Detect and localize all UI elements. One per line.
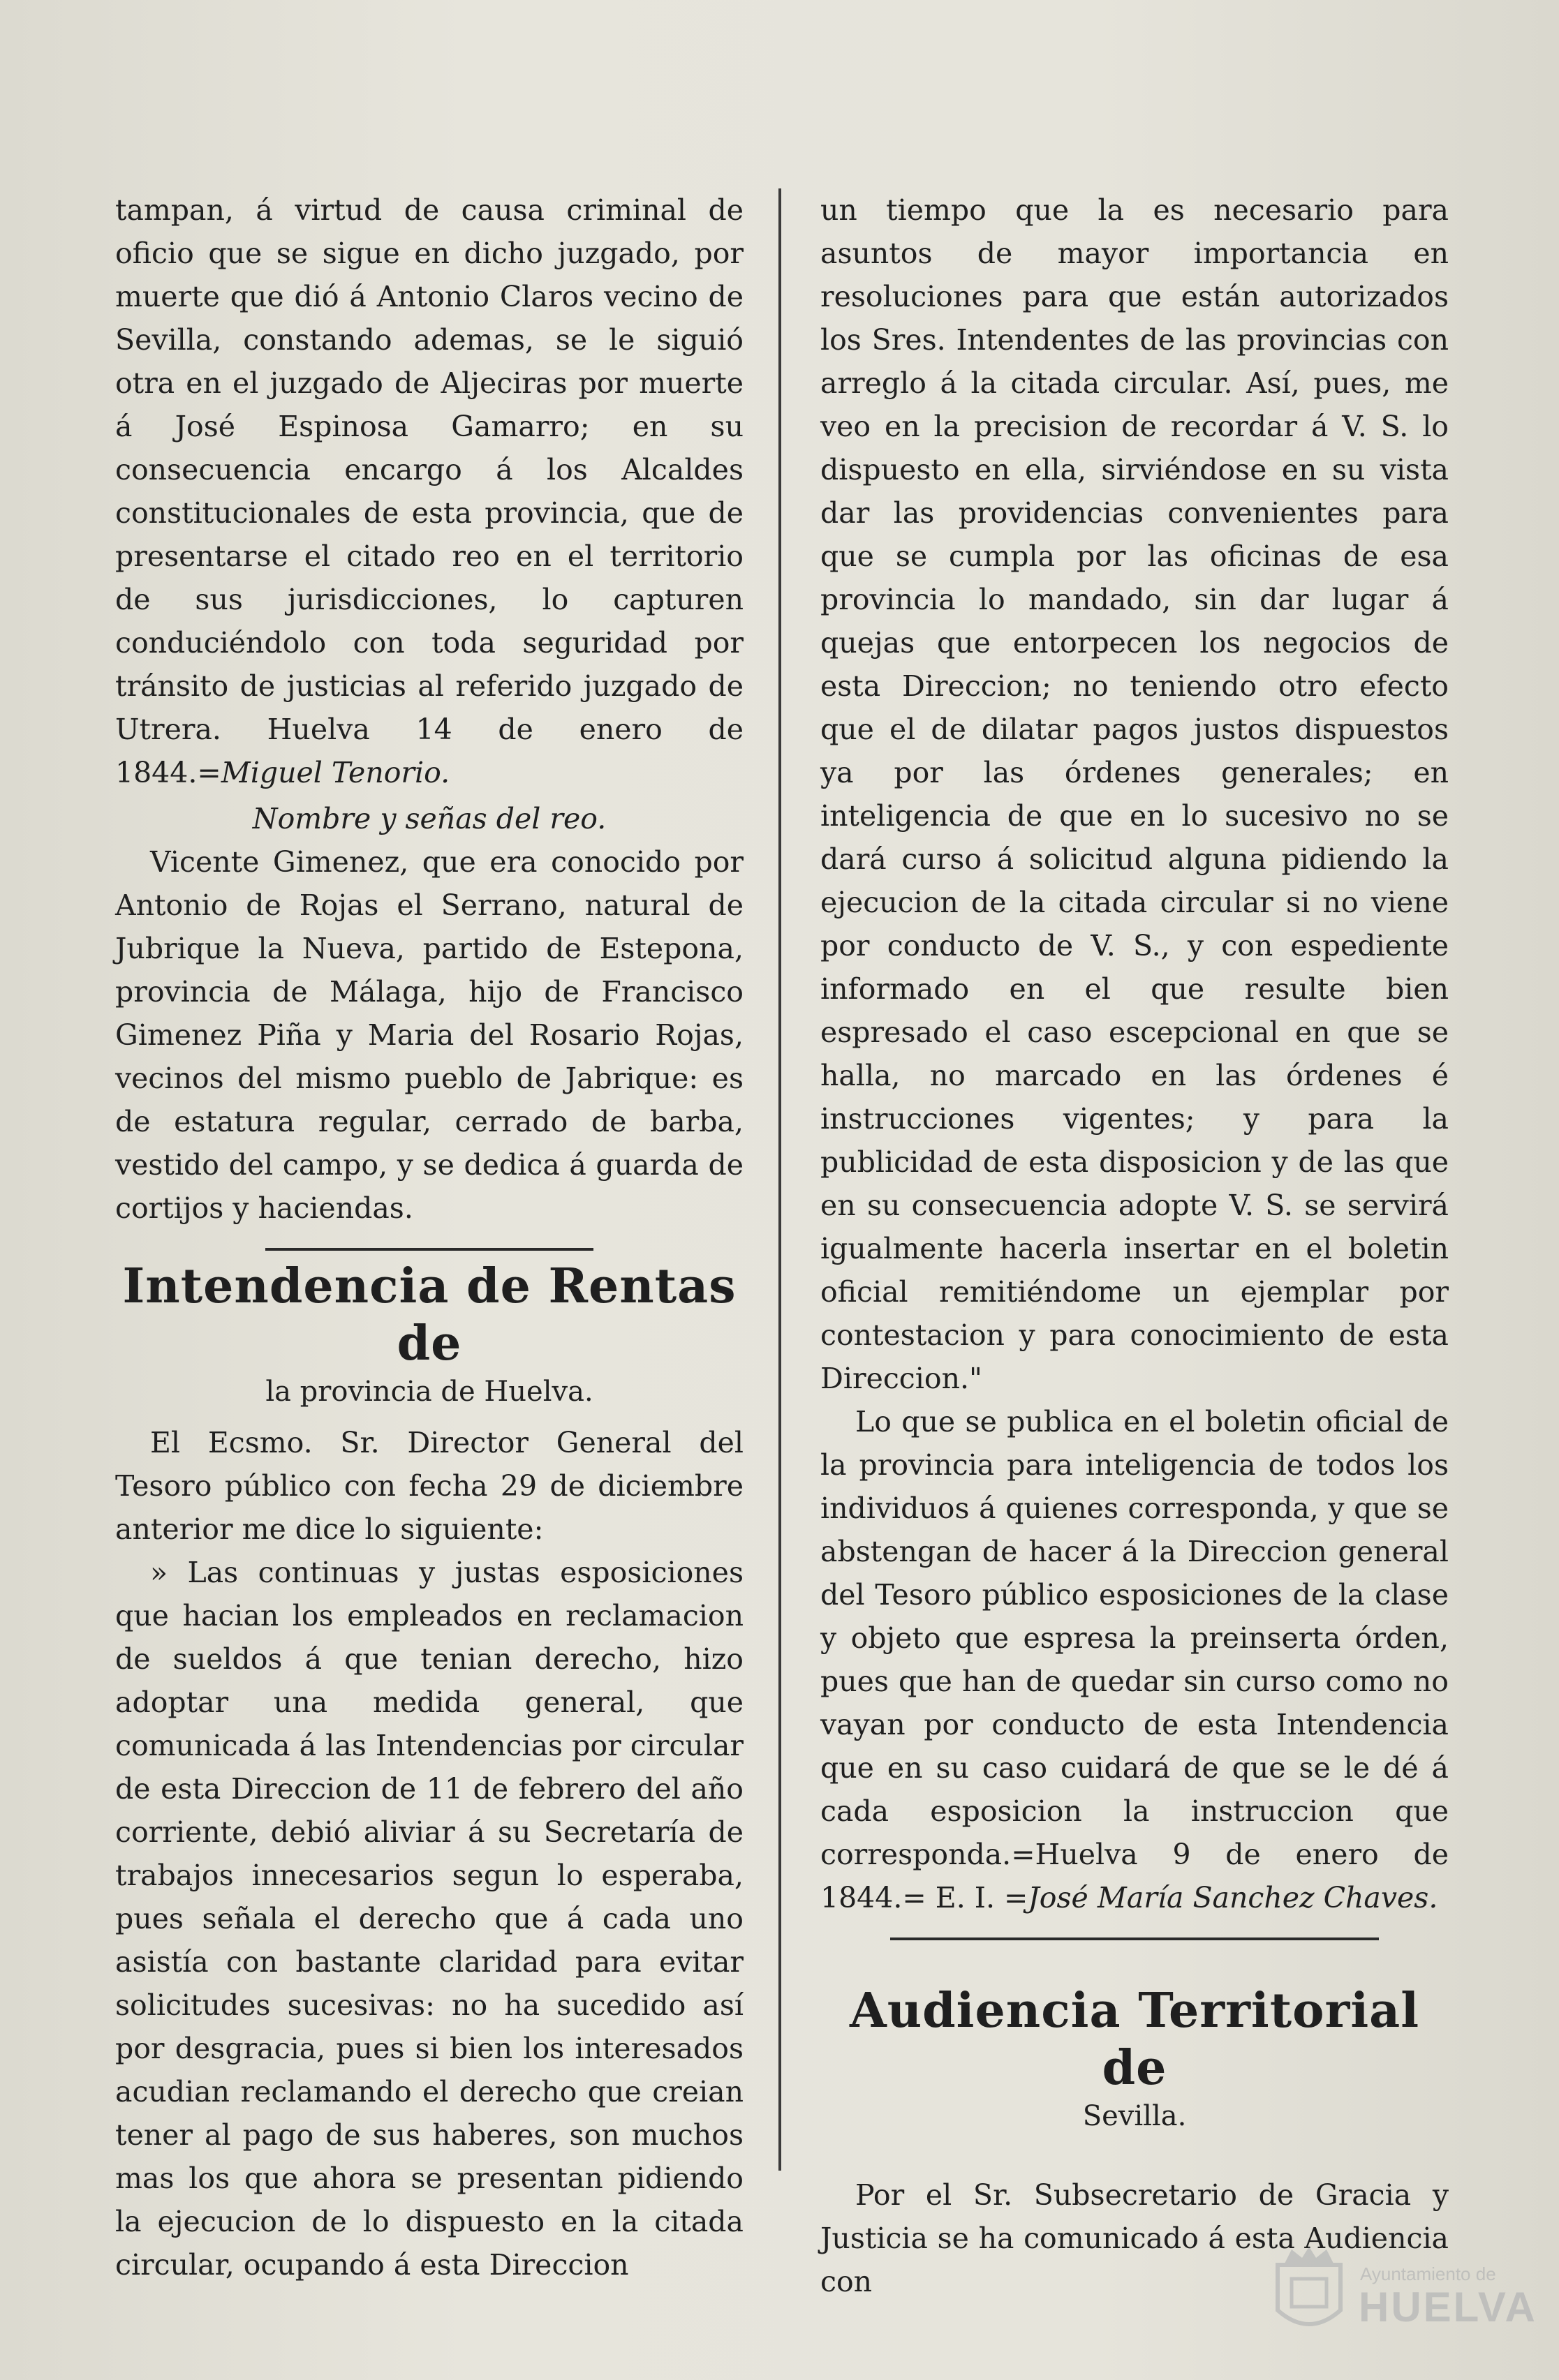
coat-of-arms-icon <box>1271 2244 1347 2342</box>
section-divider <box>265 1248 593 1251</box>
subheading: Nombre y señas del reo. <box>252 802 607 835</box>
section-subtitle: la provincia de Huelva. <box>265 1376 593 1408</box>
column-divider <box>778 188 781 2171</box>
huelva-logo-watermark <box>1271 2244 1536 2342</box>
article-paragraph: Por el Sr. Subsecretario de Gracia y Justicia se ha comunicado á esta Audiencia con <box>820 2178 1449 2298</box>
section-title: Audiencia Territorial de <box>849 1983 1420 2096</box>
signature: José María Sanchez Chaves. <box>1028 1881 1438 1914</box>
watermark-line-1: Ayuntamiento de <box>1360 2263 1496 2284</box>
section-divider <box>890 1938 1379 1940</box>
article-paragraph: Vicente Gimenez, que era conocido por Antonio de Rojas el Serrano, natural de Jubrique la Nueva, partido de Estepona, provincia de Málaga, hijo de Francisco Gimenez Piña y Maria del Rosario Rojas, vecinos del mismo pueblo de Jabrique: es de estatura regular, cerrado de barba, vestido del campo, y se dedica á guarda de cortijos y haciendas. <box>115 845 744 1225</box>
left-column <box>115 188 744 2286</box>
article-paragraph: » Las continuas y justas esposiciones que hacian los empleados en reclamacion de sueldos á que tenian derecho, hizo adoptar una medida general, que comunicada á las Intendencias por circular de esta Direccion de 11 de febrero del año corriente, debió aliviar á su Secretaría de trabajos innecesarios segun lo esperaba, pues señala el derecho que á cada uno asistía con bastante claridad para evitar solicitudes sucesivas: no ha sucedido así por desgracia, pues si bien los interesados acudian reclamando el derecho que creian tener al pago de sus haberes, son muchos mas los que ahora se presentan pidiendo la ejecucion de lo dispuesto en la citada circular, ocupando á esta Direccion <box>115 1556 744 2282</box>
section-title: Intendencia de Rentas de <box>122 1258 737 1371</box>
watermark-line-2: HUELVA <box>1359 2284 1537 2330</box>
article-paragraph: El Ecsmo. Sr. Director General del Tesoro público con fecha 29 de diciembre anterior me dice lo siguiente: <box>115 1426 744 1546</box>
article-paragraph: Lo que se publica en el boletin oficial de la provincia para inteligencia de todos los individuos á quienes corresponda, y que se abstengan de hacer á la Direccion general del Tesoro público esposiciones de la clase y objeto que espresa la preinserta órden, pues que han de quedar sin curso como no vayan por conducto de esta Intendencia que en su caso cuidará de que se le dé á cada esposicion la instruccion que corresponda.=Huelva 9 de enero de 1844.= E. I. =José María Sanchez Chaves. <box>820 1405 1449 1914</box>
section-subtitle: Sevilla. <box>1082 2100 1187 2132</box>
right-column <box>820 188 1449 2303</box>
signature: Miguel Tenorio. <box>221 756 450 789</box>
article-paragraph: tampan, á virtud de causa criminal de oficio que se sigue en dicho juzgado, por muerte que dió á Antonio Claros vecino de Sevilla, constando ademas, se le siguió otra en el juzgado de Aljeciras por muerte á José Espinosa Gamarro; en su consecuencia encargo á los Alcaldes constitucionales de esta provincia, que de presentarse el citado reo en el territorio de sus jurisdicciones, lo capturen conduciéndolo con toda seguridad por tránsito de justicias al referido juzgado de Utrera. Huelva 14 de enero de 1844.=Miguel Tenorio. <box>115 193 744 789</box>
article-paragraph: un tiempo que la es necesario para asuntos de mayor importancia en resoluciones para que están autorizados los Sres. Intendentes de las provincias con arreglo á la citada circular. Así, pues, me veo en la precision de recordar á V. S. lo dispuesto en ella, sirviéndose en su vista dar las providencias convenientes para que se cumpla por las oficinas de esa provincia lo mandado, sin dar lugar á quejas que entorpecen los negocios de esta Direccion; no teniendo otro efecto que el de dilatar pagos justos dispuestos ya por las órdenes generales; en inteligencia de que en lo sucesivo no se dará curso á solicitud alguna pidiendo la ejecucion de la citada circular si no viene por conducto de V. S., y con espediente informado en el que resulte bien espresado el caso escepcional en que se halla, no marcado en las órdenes é instrucciones vigentes; y para la publicidad de esta disposicion y de las que en su consecuencia adopte V. S. se servirá igualmente hacerla insertar en el boletin oficial remitiéndome un ejemplar por contestacion y para conocimiento de esta Direccion." <box>820 193 1449 1395</box>
